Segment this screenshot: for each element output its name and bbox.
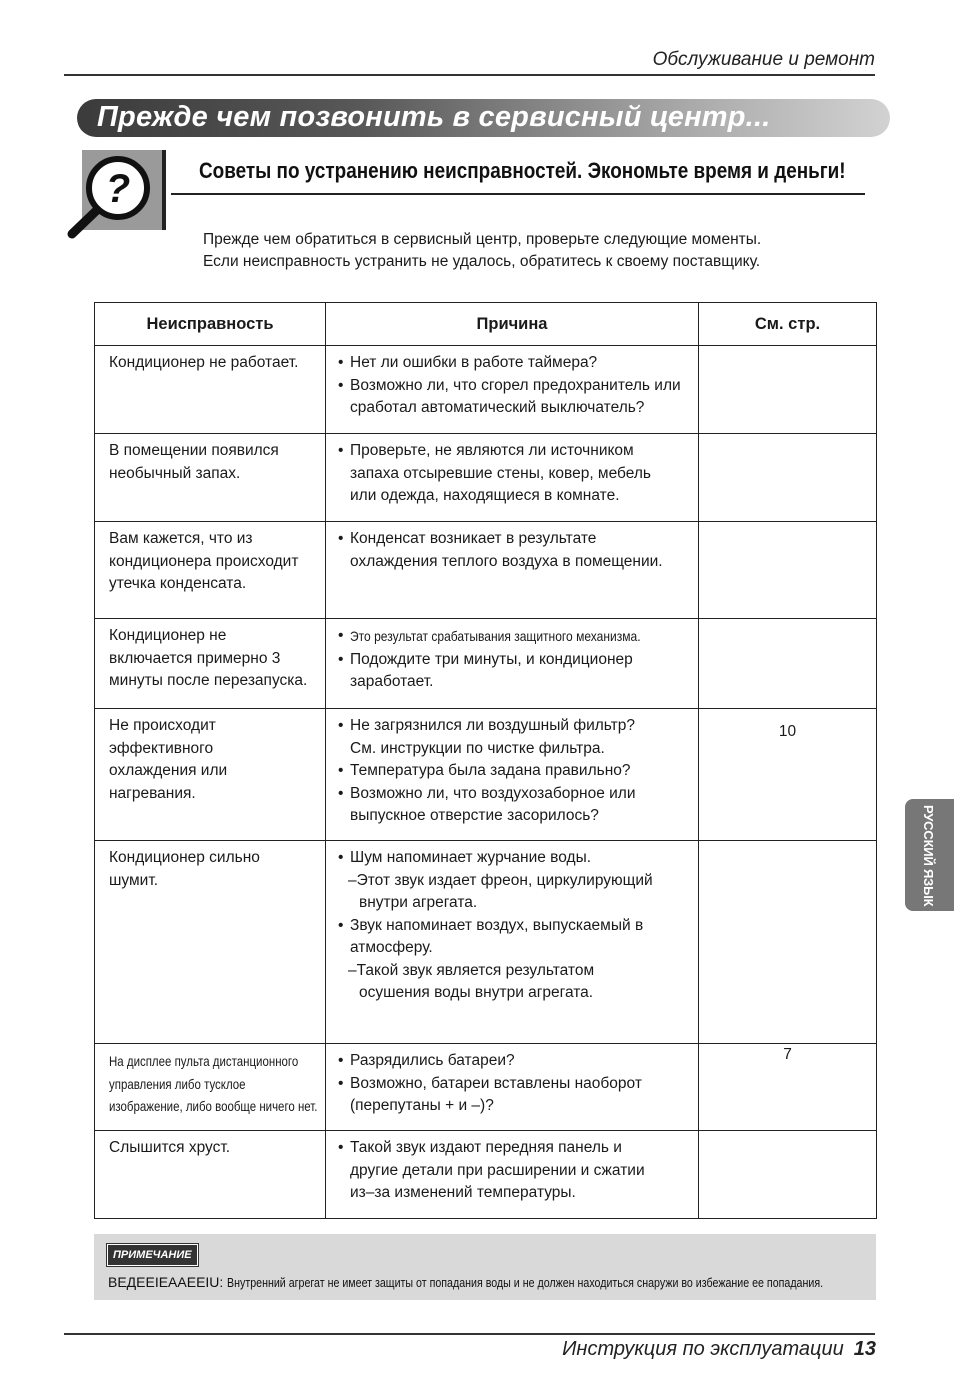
problem-line: минуты после перезапуска. bbox=[109, 672, 308, 689]
problem-cell bbox=[95, 522, 326, 619]
table-row bbox=[95, 841, 877, 1044]
cause-cell bbox=[326, 709, 699, 841]
page-cell: 7 bbox=[699, 1044, 877, 1131]
footer bbox=[562, 1338, 876, 1361]
table-row bbox=[95, 1131, 877, 1219]
cause-line: внутри агрегата. bbox=[359, 894, 478, 911]
note-badge: ПРИМЕЧАНИЕ bbox=[107, 1244, 198, 1266]
cause-line: • Проверьте, не являются ли источником bbox=[338, 440, 688, 463]
problem-cell bbox=[95, 1044, 326, 1131]
cause-line: • Возможно, батареи вставлены наоборот bbox=[338, 1073, 688, 1096]
cause-line: • Подождите три минуты, и кондиционер bbox=[338, 649, 688, 672]
cause-cell bbox=[326, 1044, 699, 1131]
cause-line: из–за изменений температуры. bbox=[350, 1184, 576, 1201]
cause-line: –Этот звук издает фреон, циркулирующий bbox=[348, 871, 653, 889]
problem-line: нагревания. bbox=[109, 784, 196, 802]
header-problem: Неисправность bbox=[95, 303, 326, 346]
problem-cell bbox=[95, 841, 326, 1044]
problem-cell bbox=[95, 619, 326, 709]
cause-line: • Нет ли ошибки в работе таймера? bbox=[338, 352, 688, 375]
page-cell bbox=[699, 434, 877, 522]
cause-line: выпускное отверстие засорилось? bbox=[350, 807, 599, 824]
header-cause: Причина bbox=[326, 303, 699, 346]
page-cell bbox=[699, 522, 877, 619]
cause-line bbox=[338, 625, 688, 649]
question-magnifier-icon bbox=[66, 150, 170, 240]
problem-line: Кондиционер не bbox=[109, 627, 227, 644]
header-page: См. стр. bbox=[699, 303, 877, 346]
cause-line: –Такой звук является результатом bbox=[348, 961, 595, 979]
problem-line: Кондиционер не работает. bbox=[109, 354, 299, 371]
cause-line: сработал автоматический выключатель? bbox=[350, 399, 645, 416]
cause-cell bbox=[326, 841, 699, 1044]
note-box bbox=[94, 1234, 876, 1300]
intro-line: Если неисправность устранить не удалось, обратитесь к своему поставщику. bbox=[203, 253, 761, 270]
cause-line: атмосферу. bbox=[350, 939, 433, 956]
note-text bbox=[108, 1274, 954, 1290]
intro-line: Прежде чем обратиться в сервисный центр, проверьте следующие моменты. bbox=[203, 231, 762, 248]
table-row bbox=[95, 434, 877, 522]
cause-cell bbox=[326, 1131, 699, 1219]
section-header bbox=[64, 46, 875, 76]
page-cell bbox=[699, 841, 877, 1044]
page-cell bbox=[699, 619, 877, 709]
problem-line: Не происходит bbox=[109, 717, 216, 734]
troubleshooting-table bbox=[94, 302, 877, 1219]
note-prefix: ВЕДЕЕIЕААЕЕIU: bbox=[108, 1274, 224, 1290]
problem-cell bbox=[95, 434, 326, 522]
cause-line: • Шум напоминает журчание воды. bbox=[338, 847, 688, 870]
cause-line: • Температура была задана правильно? bbox=[338, 760, 688, 783]
cause-line: запаха отсыревшие стены, ковер, мебель bbox=[350, 464, 651, 482]
footer-rule bbox=[64, 1333, 875, 1335]
cause-cell bbox=[326, 522, 699, 619]
footer-title: Инструкция по эксплуатации bbox=[562, 1338, 844, 1360]
subheading: Советы по устранению неисправностей. Экономьте время и деньги! bbox=[199, 158, 846, 183]
page-cell bbox=[699, 346, 877, 434]
problem-line: управления либо тусклое bbox=[109, 1075, 246, 1092]
svg-text:?: ? bbox=[105, 167, 131, 211]
cause-line: • Не загрязнился ли воздушный фильтр? bbox=[338, 715, 688, 738]
cause-line: или одежда, находящиеся в комнате. bbox=[350, 487, 620, 504]
cause-line: • Конденсат возникает в результате bbox=[338, 528, 688, 551]
language-side-tab bbox=[905, 799, 954, 911]
cause-line: охлаждения теплого воздуха в помещении. bbox=[350, 552, 663, 570]
problem-line: Слышится хруст. bbox=[109, 1139, 231, 1156]
page-cell: 10 bbox=[699, 709, 877, 841]
section-header-text: Обслуживание и ремонт bbox=[652, 49, 875, 70]
cause-line: • Разрядились батареи? bbox=[338, 1050, 688, 1073]
title-banner bbox=[77, 99, 890, 137]
cause-line: • Такой звук издают передняя панель и bbox=[338, 1137, 688, 1160]
problem-cell bbox=[95, 709, 326, 841]
problem-line: кондиционера происходит bbox=[109, 552, 299, 570]
cause-cell bbox=[326, 434, 699, 522]
cause-cell bbox=[326, 619, 699, 709]
table-row bbox=[95, 346, 877, 434]
problem-cell bbox=[95, 1131, 326, 1219]
table-row bbox=[95, 522, 877, 619]
problem-line: охлаждения или bbox=[109, 762, 228, 779]
subheading-rule bbox=[171, 193, 865, 195]
problem-line: Кондиционер сильно bbox=[109, 849, 260, 866]
problem-line: утечка конденсата. bbox=[109, 575, 247, 592]
problem-line: Вам кажется, что из bbox=[109, 530, 253, 547]
page-title: Прежде чем позвонить в сервисный центр... bbox=[97, 101, 771, 133]
cause-line: См. инструкции по чистке фильтра. bbox=[350, 739, 605, 757]
problem-line: эффективного bbox=[109, 739, 214, 757]
problem-cell bbox=[95, 346, 326, 434]
cause-line: • Возможно ли, что сгорел предохранитель или bbox=[338, 375, 688, 398]
problem-line: необычный запах. bbox=[109, 464, 241, 482]
table-header-row bbox=[95, 303, 877, 346]
cause-line: • Возможно ли, что воздухозаборное или bbox=[338, 783, 688, 806]
cause-line: другие детали при расширении и сжатии bbox=[350, 1161, 645, 1179]
cause-cell bbox=[326, 346, 699, 434]
problem-line: В помещении появился bbox=[109, 442, 279, 459]
language-side-tab-label: РУССКИЙ ЯЗЫК bbox=[921, 805, 936, 907]
intro-text bbox=[203, 229, 761, 273]
table-row bbox=[95, 709, 877, 841]
cause-text-narrow: Это результат срабатывания защитного механизма. bbox=[350, 628, 641, 644]
problem-line: включается примерно 3 bbox=[109, 649, 281, 667]
cause-line: осушения воды внутри агрегата. bbox=[359, 984, 594, 1001]
cause-line: (перепутаны + и –)? bbox=[350, 1097, 494, 1114]
problem-line: изображение, либо вообще ничего нет. bbox=[109, 1098, 318, 1114]
note-body: Внутренний агрегат не имеет защиты от попадания воды и не должен находиться снаружи во избежание ее попадания. bbox=[227, 1275, 824, 1290]
page-number: 13 bbox=[853, 1338, 876, 1360]
problem-line: На дисплее пульта дистанционного bbox=[109, 1053, 299, 1069]
page-cell bbox=[699, 1131, 877, 1219]
cause-line: заработает. bbox=[350, 673, 434, 690]
table-row bbox=[95, 1044, 877, 1131]
table-row bbox=[95, 619, 877, 709]
cause-line: • Звук напоминает воздух, выпускаемый в bbox=[338, 915, 688, 938]
problem-line: шумит. bbox=[109, 871, 159, 889]
